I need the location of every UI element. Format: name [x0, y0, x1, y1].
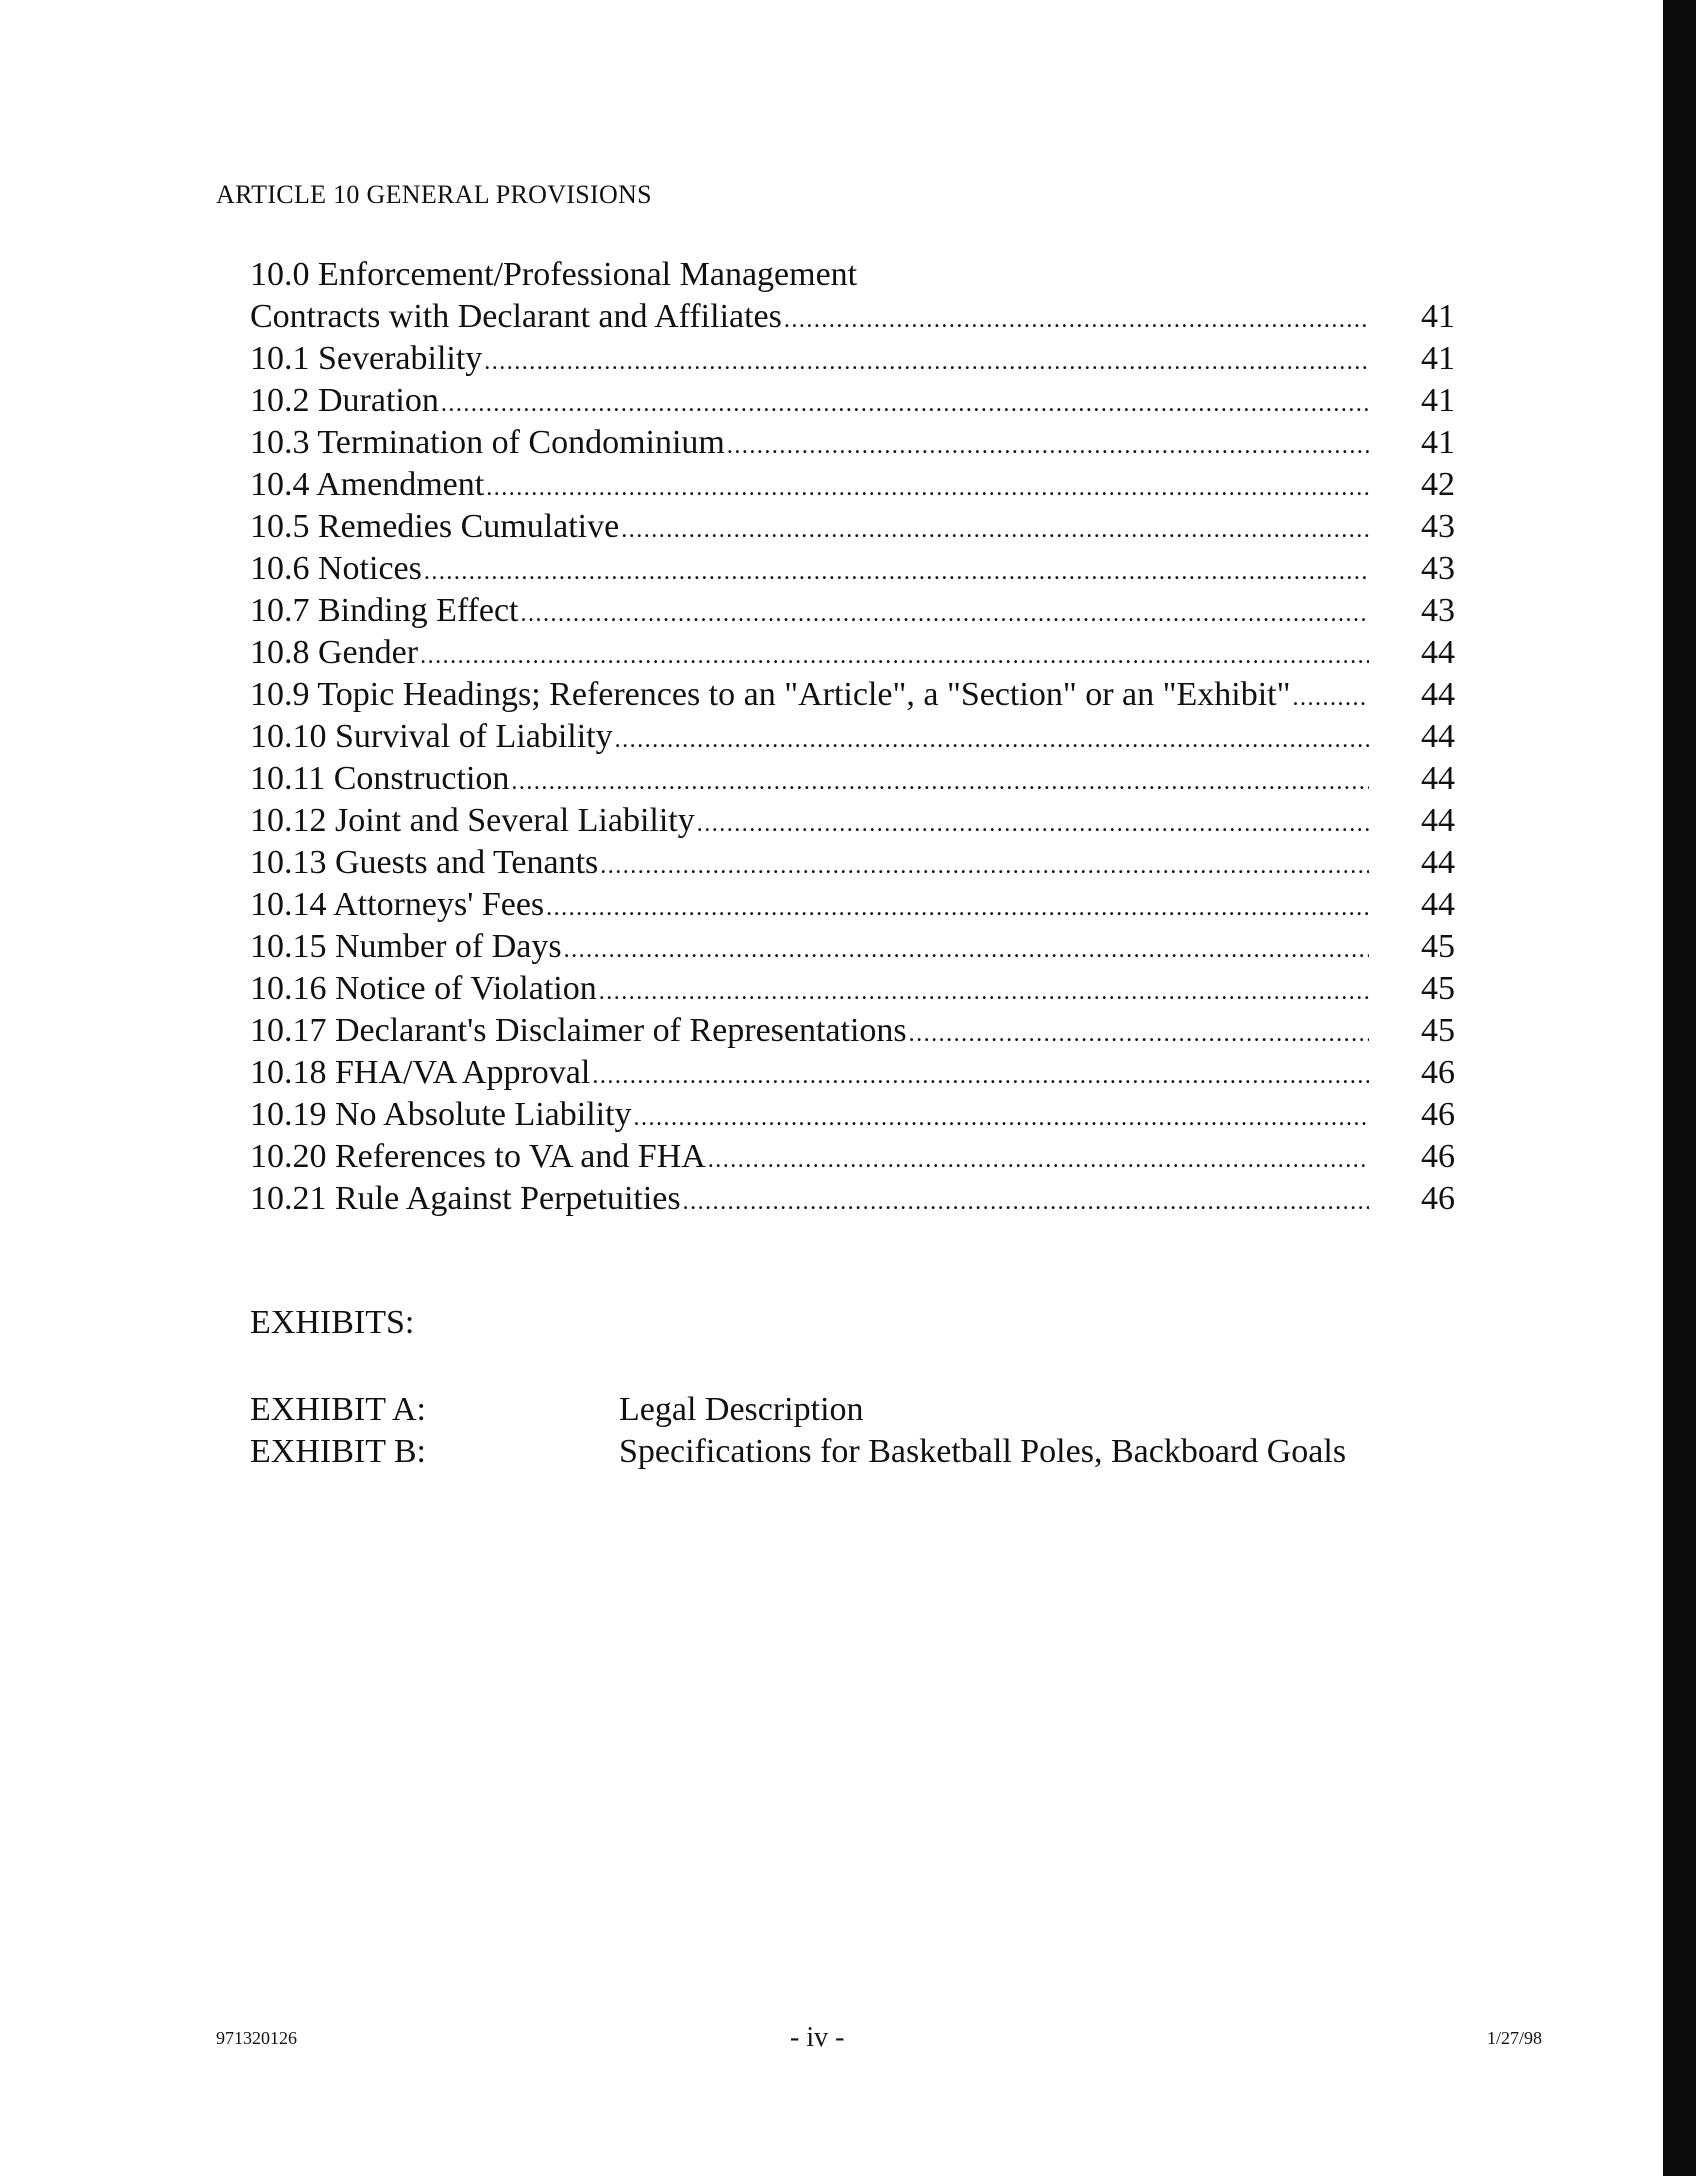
- toc-entry-page: 46: [1421, 1138, 1455, 1175]
- toc-entry-label: 10.10 Survival of Liability: [250, 718, 613, 755]
- toc-entry-page: 41: [1421, 340, 1455, 377]
- dot-leader: [418, 635, 1369, 677]
- dot-leader: [562, 929, 1369, 971]
- toc-entry-label: 10.11 Construction: [250, 760, 510, 797]
- toc-entry: [250, 926, 1455, 968]
- dot-leader: [509, 761, 1369, 803]
- toc-entry-label: 10.18 FHA/VA Approval: [250, 1054, 591, 1091]
- dot-leader: [1291, 677, 1370, 719]
- toc-entry: [250, 758, 1455, 800]
- toc-entry: [250, 296, 1455, 338]
- toc-entry-label: 10.8 Gender: [250, 634, 419, 671]
- toc-entry-page: 44: [1421, 718, 1455, 755]
- toc-entry-heading: 10.0 Enforcement/Professional Management: [250, 256, 858, 293]
- toc-entry: [250, 1010, 1455, 1052]
- toc-entry-label: Contracts with Declarant and Affiliates: [250, 298, 782, 335]
- exhibit-description: Specifications for Basketball Poles, Backboard Goals: [619, 1433, 1347, 1470]
- dot-leader: [907, 1013, 1369, 1055]
- table-of-contents: [250, 254, 1455, 1220]
- footer-doc-number: 971320126: [216, 2028, 297, 2048]
- toc-entry: [250, 800, 1455, 842]
- toc-entry: [250, 884, 1455, 926]
- scan-edge-shadow: [1663, 0, 1696, 2176]
- toc-entry-page: 45: [1421, 928, 1455, 965]
- exhibit-item: [250, 1389, 1450, 1431]
- dot-leader: [619, 509, 1369, 551]
- toc-entry-page: 44: [1421, 676, 1455, 713]
- toc-entry: [250, 1052, 1455, 1094]
- toc-entry: [250, 338, 1455, 380]
- toc-entry: [250, 716, 1455, 758]
- exhibit-description: Legal Description: [619, 1391, 864, 1428]
- footer-page-number: - iv -: [790, 2022, 845, 2053]
- dot-leader: [598, 845, 1369, 887]
- dot-leader: [590, 1055, 1369, 1097]
- footer-date: 1/27/98: [1487, 2028, 1543, 2048]
- dot-leader: [597, 971, 1369, 1013]
- toc-entry: [250, 842, 1455, 884]
- toc-entry-label: 10.16 Notice of Violation: [250, 970, 597, 1007]
- toc-entry-page: 45: [1421, 970, 1455, 1007]
- toc-entry-label: 10.17 Declarant's Disclaimer of Representations: [250, 1012, 907, 1049]
- dot-leader: [519, 593, 1370, 635]
- dot-leader: [632, 1097, 1369, 1139]
- toc-entry-label: 10.19 No Absolute Liability: [250, 1096, 632, 1133]
- dot-leader: [422, 551, 1369, 593]
- toc-entry-label: 10.7 Binding Effect: [250, 592, 519, 629]
- toc-entry-page: 46: [1421, 1180, 1455, 1217]
- toc-entry-label: 10.4 Amendment: [250, 466, 485, 503]
- exhibit-label: EXHIBIT B:: [250, 1433, 426, 1470]
- dot-leader: [725, 425, 1369, 467]
- toc-entry: [250, 632, 1455, 674]
- toc-entry: [250, 674, 1455, 716]
- toc-entry-page: 43: [1421, 550, 1455, 587]
- toc-entry: [250, 968, 1455, 1010]
- toc-entry-label: 10.12 Joint and Several Liability: [250, 802, 695, 839]
- toc-entry: [250, 422, 1455, 464]
- toc-entry: [250, 1094, 1455, 1136]
- toc-entry: [250, 1136, 1455, 1178]
- dot-leader: [484, 467, 1369, 509]
- exhibit-item: [250, 1431, 1450, 1473]
- toc-entry-label: 10.2 Duration: [250, 382, 439, 419]
- toc-entry-label: 10.15 Number of Days: [250, 928, 562, 965]
- toc-entry-label: 10.3 Termination of Condominium: [250, 424, 725, 461]
- toc-entry-page: 46: [1421, 1096, 1455, 1133]
- dot-leader: [482, 341, 1369, 383]
- toc-entry: [250, 506, 1455, 548]
- toc-entry-page: 41: [1421, 382, 1455, 419]
- toc-entry: [250, 380, 1455, 422]
- toc-entry-label: 10.5 Remedies Cumulative: [250, 508, 620, 545]
- toc-entry-label: 10.13 Guests and Tenants: [250, 844, 599, 881]
- toc-entry: [250, 548, 1455, 590]
- exhibits-heading: EXHIBITS:: [250, 1304, 415, 1341]
- dot-leader: [544, 887, 1369, 929]
- toc-entry-label: 10.6 Notices: [250, 550, 422, 587]
- dot-leader: [706, 1139, 1369, 1181]
- toc-entry-page: 44: [1421, 886, 1455, 923]
- toc-entry-page: 44: [1421, 760, 1455, 797]
- toc-entry: [250, 464, 1455, 506]
- dot-leader: [782, 299, 1369, 341]
- dot-leader: [613, 719, 1369, 761]
- toc-entry-label: 10.1 Severability: [250, 340, 483, 377]
- toc-entry-page: 43: [1421, 592, 1455, 629]
- toc-entry-page: 41: [1421, 298, 1455, 335]
- toc-entry-label: 10.14 Attorneys' Fees: [250, 886, 545, 923]
- exhibits-list: [250, 1389, 1450, 1473]
- toc-entry-page: 42: [1421, 466, 1455, 503]
- toc-entry-page: 44: [1421, 634, 1455, 671]
- dot-leader: [695, 803, 1369, 845]
- exhibit-label: EXHIBIT A:: [250, 1391, 426, 1428]
- toc-entry-page: 41: [1421, 424, 1455, 461]
- toc-entry-label: 10.20 References to VA and FHA: [250, 1138, 706, 1175]
- toc-entry-page: 44: [1421, 844, 1455, 881]
- dot-leader: [681, 1181, 1369, 1223]
- toc-entry-page: 44: [1421, 802, 1455, 839]
- toc-entry-page: 46: [1421, 1054, 1455, 1091]
- article-title: ARTICLE 10 GENERAL PROVISIONS: [216, 180, 652, 209]
- toc-entry-label: 10.21 Rule Against Perpetuities: [250, 1180, 681, 1217]
- toc-entry: [250, 1178, 1455, 1220]
- toc-entry-page: 43: [1421, 508, 1455, 545]
- toc-entry-label: 10.9 Topic Headings; References to an "Article", a "Section" or an "Exhibit": [250, 676, 1291, 713]
- toc-entry-page: 45: [1421, 1012, 1455, 1049]
- dot-leader: [439, 383, 1369, 425]
- toc-entry: [250, 590, 1455, 632]
